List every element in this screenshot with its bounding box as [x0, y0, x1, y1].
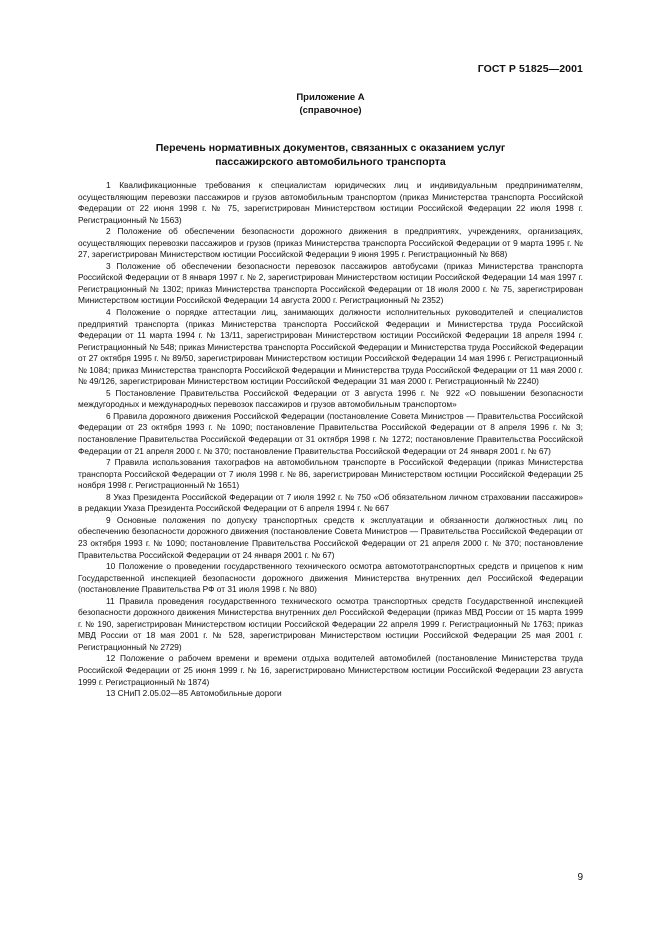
- page-number: 9: [577, 872, 583, 883]
- document-title-line1: Перечень нормативных документов, связанных с оказанием услуг: [155, 142, 506, 154]
- list-item: 13 СНиП 2.05.02—85 Автомобильные дороги: [106, 688, 282, 699]
- standard-number: ГОСТ Р 51825—2001: [477, 63, 583, 75]
- appendix-heading: [0, 91, 661, 117]
- list-item: 11 Правила проведения государственного технического осмотра транспортных средств Государственной инспекцией безопасности дорожного движения Министерства внутренних дел Российской Федерации (приказ МВД России от 15 марта 1999 г. № 190, зарегистрирован Министерством юстиции Российской Федерации 22 апреля 1999 г. Регистрационный № 1763; приказ МВД России от 18 мая 2001 г. № 528, зарегистрирован Министерством юстиции Российской Федерации 25 мая 2001 г. Регистрационный № 2729): [78, 595, 583, 652]
- list-item: 10 Положение о проведении государственного технического осмотра автомототранспортных средств и прицепов к ним Государственной инспекцией безопасности дорожного движения Министерства внутренних дел Российской Федерации (постановление Правительства РФ от 31 июля 1998 г. № 880): [78, 561, 583, 595]
- list-item: 5 Постановление Правительства Российской Федерации от 3 августа 1996 г. № 922 «О повышении безопасности междугородных и международных перевозок пассажиров и грузов автомобильным транспортом»: [78, 387, 583, 410]
- appendix-title: Приложение А: [296, 92, 365, 103]
- list-item: 12 Положение о рабочем времени и времени отдыха водителей автомобилей (постановление Министерства труда Российской Федерации от 25 июня 1999 г. № 16, зарегистрировано Министерством юстиции Российской Федерации 23 августа 1999 г. Регистрационный № 1874): [78, 653, 583, 687]
- list-item: 7 Правила использования тахографов на автомобильном транспорте в Российской Федерации (приказ Министерства транспорта Российской Федерации от 7 июля 1998 г. № 86, зарегистрирован Министерством юстиции Российской Федерации 25 ноября 1998 г. Регистрационный № 1651): [78, 457, 583, 491]
- list-item: 2 Положение об обеспечении безопасности дорожного движения в предприятиях, учреждениях, организациях, осуществляющих перевозки пассажиров и грузов (приказ Министерства транспорта Российской Федерации от 9 марта 1995 г. № 27, зарегистрирован Министерством юстиции Российской Федерации 9 июня 1995 г. Регистрационный № 868): [78, 226, 583, 260]
- normative-documents-list: [78, 180, 583, 700]
- list-item: 6 Правила дорожного движения Российской Федерации (постановление Совета Министров — Правительства Российской Федерации от 23 октября 1993 г. № 1090; постановление Правительства Российской Федерации от 8 апреля 1996 г. № 3; постановление Правительства Российской Федерации от 31 октября 1998 г. № 1272; постановление Правительства Российской Федерации от 21 апреля 2000 г. № 370; постановление Правительства Российской Федерации от 24 января 2001 г. № 67): [78, 410, 583, 456]
- list-item: 9 Основные положения по допуску транспортных средств к эксплуатации и обязанности должностных лиц по обеспечению безопасности дорожного движения (постановление Совета Министров — Правительства Российской Федерации от 23 октября 1993 г. № 1090; постановление Правительства Российской Федерации от 21 апреля 2000 г. № 370; постановление Правительства Российской Федерации от 24 января 2001 г. № 67): [78, 514, 583, 560]
- list-item: 4 Положение о порядке аттестации лиц, занимающих должности исполнительных руководителей и специалистов предприятий транспорта (приказ Министерства транспорта Российской Федерации и Министерства труда Российской Федерации от 11 марта 1994 г. № 13/11, зарегистрирован Министерством юстиции Российской Федерации 18 апреля 1994 г. Регистрационный № 548; приказ Министерства транспорта Российской Федерации и Министерства труда Российской Федерации от 27 октября 1995 г. № 89/50, зарегистрирован Министерством юстиции Российской Федерации 14 мая 1996 г. Регистрационный № 1084; приказ Министерства транспорта Российской Федерации и Министерства труда Российской Федерации от 11 мая 2000 г. № 49/126, зарегистрирован Министерством юстиции Российской Федерации 31 мая 2000 г. Регистрационный № 2240): [78, 307, 583, 387]
- list-item: 8 Указ Президента Российской Федерации от 7 июля 1992 г. № 750 «Об обязательном личном страховании пассажиров» в редакции Указа Президента Российской Федерации от 6 апреля 1994 г. № 667: [78, 491, 583, 514]
- list-item: 3 Положение об обеспечении безопасности перевозок пассажиров автобусами (приказ Министерства транспорта Российской Федерации от 8 января 1997 г. № 2, зарегистрирован Министерством юстиции Российской Федерации 14 мая 1997 г. Регистрационный № 1302; приказ Министерства транспорта Российской Федерации от 18 июля 2000 г. № 75, зарегистрирован Министерством юстиции Российской Федерации 14 августа 2000 г. Регистрационный № 2352): [78, 260, 583, 306]
- list-item: 1 Квалификационные требования к специалистам юридических лиц и индивидуальным предпринимателям, осуществляющим перевозки пассажиров и грузов автомобильным транспортом (приказ Министерства транспорта Российской Федерации от 22 июня 1998 г. № 75, зарегистрирован Министерством юстиции Российской Федерации 22 июля 1998 г. Регистрационный № 1563): [78, 180, 583, 225]
- document-title-line2: пассажирского автомобильного транспорта: [215, 155, 446, 168]
- document-title: [0, 142, 661, 169]
- appendix-subtitle: (справочное): [299, 105, 362, 116]
